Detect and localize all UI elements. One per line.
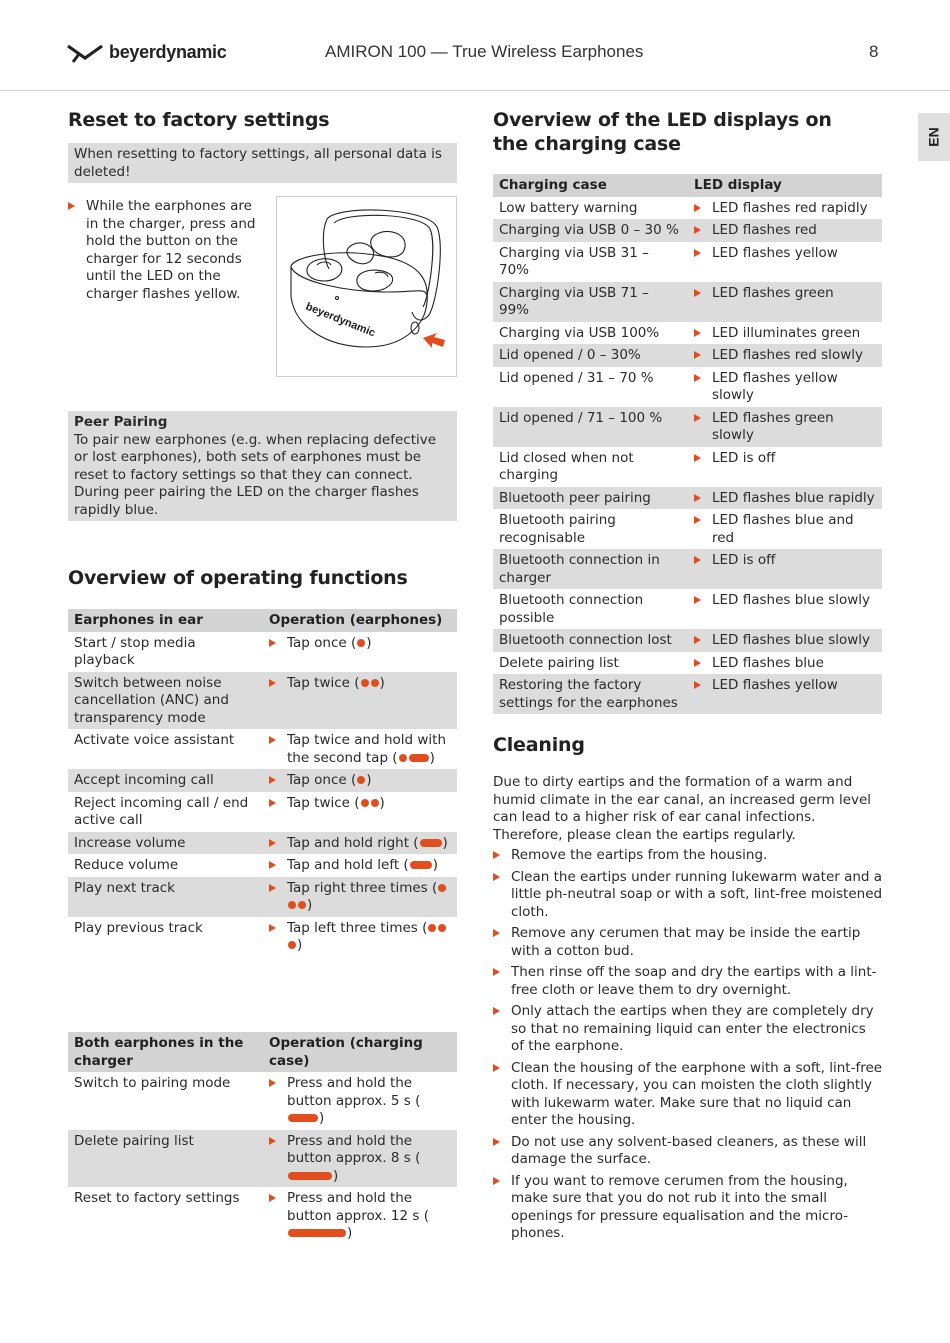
operation-item	[269, 880, 451, 915]
page-number: 8	[869, 42, 879, 61]
led-display-cell	[688, 509, 882, 549]
reset-heading: Reset to factory settings	[68, 109, 330, 131]
function-cell: Play previous track	[74, 919, 203, 936]
cleaning-step-text: Clean the housing of the earphone with a soft, lint-free cloth. If necessary, you can moisten the cloth slightly with lukewarm water. Make sure that no liquid can enter the housing.	[511, 1059, 883, 1128]
operation-cell	[263, 854, 457, 877]
page-header	[0, 0, 950, 91]
tap-dot-icon	[298, 901, 306, 909]
table-row	[493, 589, 882, 629]
led-state-cell: Bluetooth pairing recognisable	[499, 512, 616, 546]
bullet-arrow-icon	[269, 884, 276, 892]
led-display-cell	[688, 447, 882, 487]
led-display-text: LED flashes blue and red	[712, 512, 854, 546]
bullet-arrow-icon	[269, 799, 276, 807]
table-row	[68, 917, 457, 957]
led-display-cell	[688, 652, 882, 675]
operation-text: Tap left three times (	[287, 919, 428, 936]
led-display-item	[694, 200, 876, 218]
bullet-arrow-icon	[694, 454, 701, 462]
led-display-item	[694, 592, 876, 610]
table-row	[493, 549, 882, 589]
led-display-cell	[688, 344, 882, 367]
operation-close: )	[429, 749, 435, 766]
bullet-arrow-icon	[694, 681, 701, 689]
operation-cell	[263, 832, 457, 855]
charging-case-drawing	[277, 197, 456, 376]
peer-pairing-title: Peer Pairing	[74, 414, 168, 430]
operating-heading: Overview of operating functions	[68, 567, 408, 589]
bullet-arrow-icon	[493, 968, 500, 976]
bullet-arrow-icon	[269, 639, 276, 647]
operation-item	[269, 675, 451, 693]
cleaning-heading: Cleaning	[493, 734, 585, 756]
table-row	[493, 322, 882, 345]
list-item	[493, 1003, 883, 1056]
table-row	[68, 832, 457, 855]
tap-dot-icon	[288, 941, 296, 949]
cleaning-step-text: Remove any cerumen that may be inside the eartip with a cotton bud.	[511, 925, 861, 959]
function-cell: Reduce volume	[74, 857, 179, 873]
table-row	[68, 672, 457, 730]
reset-step	[68, 198, 264, 303]
led-display-text: LED flashes blue rapidly	[712, 489, 875, 506]
tap-dot-icon	[438, 924, 446, 932]
led-display-text: LED flashes blue	[712, 654, 824, 671]
bullet-arrow-icon	[493, 1007, 500, 1015]
function-cell: Start / stop media playback	[74, 634, 196, 668]
language-tab	[918, 113, 950, 161]
operation-cell	[263, 729, 457, 769]
bullet-arrow-icon	[694, 204, 701, 212]
bullet-arrow-icon	[694, 494, 701, 502]
led-display-cell	[688, 367, 882, 407]
operation-close: )	[297, 937, 303, 953]
hold-bar-icon	[288, 1172, 332, 1180]
cleaning-intro: Due to dirty eartips and the formation of a warm and humid climate in the ear canal, an increased germ level can lead to a higher risk of ear canal infections. Therefore, please clean the eartips regularly.	[493, 774, 872, 843]
led-state-cell: Lid opened / 71 – 100 %	[493, 407, 688, 447]
led-display-cell	[688, 282, 882, 322]
led-state-cell: Delete pairing list	[499, 654, 619, 671]
tap-dot-icon	[371, 679, 379, 687]
led-state-cell: Charging via USB 100%	[499, 324, 660, 341]
table-row	[493, 282, 882, 322]
bullet-arrow-icon	[694, 659, 701, 667]
table-row	[493, 197, 882, 220]
led-display-cell	[688, 407, 882, 447]
operation-text: Press and hold the button approx. 8 s (	[287, 1132, 421, 1166]
led-display-text: LED flashes yellow slowly	[712, 369, 838, 403]
table-row	[493, 509, 882, 549]
bullet-arrow-icon	[493, 1064, 500, 1072]
led-display-cell	[688, 322, 882, 345]
bullet-arrow-icon	[694, 374, 701, 382]
led-display-item	[694, 450, 876, 468]
table-header-cell: Operation (charging case)	[263, 1032, 457, 1072]
table-row	[68, 1072, 457, 1130]
reset-warning-box	[68, 143, 457, 183]
led-display-cell	[688, 219, 882, 242]
led-display-text: LED illuminates green	[712, 324, 861, 341]
hold-bar-icon	[288, 1229, 346, 1237]
reset-warning-text: When resetting to factory settings, all personal data is deleted!	[74, 146, 442, 180]
brand-name: beyerdynamic	[109, 42, 227, 62]
led-display-item	[694, 285, 876, 303]
table-header-row	[68, 1032, 457, 1072]
led-display-text: LED flashes green slowly	[712, 409, 834, 443]
bullet-arrow-icon	[694, 351, 701, 359]
table-row	[68, 877, 457, 917]
bullet-arrow-icon	[269, 924, 276, 932]
led-heading: Overview of the LED displays on the charging case	[493, 109, 832, 155]
led-display-item	[694, 410, 876, 445]
language-label: EN	[925, 127, 942, 147]
table-row	[493, 487, 882, 510]
led-display-text: LED flashes blue slowly	[712, 592, 871, 608]
led-state-cell: Lid opened / 0 – 30%	[493, 344, 688, 367]
hold-bar-icon	[420, 839, 442, 847]
led-display-item	[694, 512, 876, 547]
function-cell: Delete pairing list	[68, 1130, 263, 1188]
led-display-item	[694, 632, 876, 650]
led-display-text: LED flashes red rapidly	[712, 199, 868, 216]
table-row	[493, 447, 882, 487]
led-table	[493, 174, 882, 714]
led-state-cell: Lid closed when not charging	[499, 449, 634, 483]
operation-text: Tap twice (	[287, 674, 360, 691]
operation-close: )	[379, 674, 385, 691]
tap-dot-icon	[288, 901, 296, 909]
brand-logo	[67, 42, 226, 63]
peer-pairing-box	[68, 411, 457, 521]
table-row	[68, 632, 457, 672]
led-display-text: LED flashes red	[712, 222, 817, 238]
led-display-cell	[688, 487, 882, 510]
table-row	[493, 407, 882, 447]
function-cell: Switch to pairing mode	[74, 1075, 231, 1091]
operation-close: )	[379, 794, 385, 811]
table-row	[68, 792, 457, 832]
operation-item	[269, 920, 451, 955]
operation-close: )	[366, 772, 372, 788]
table-header-row	[68, 609, 457, 632]
tap-dot-icon	[438, 884, 446, 892]
table-row	[493, 367, 882, 407]
tap-dot-icon	[361, 799, 369, 807]
operation-close: )	[366, 634, 372, 651]
operation-close: )	[347, 1225, 353, 1241]
bullet-arrow-icon	[694, 226, 701, 234]
bullet-arrow-icon	[694, 556, 701, 564]
table-row	[68, 854, 457, 877]
led-state-cell: Bluetooth connection lost	[493, 629, 688, 652]
bullet-arrow-icon	[694, 289, 701, 297]
operation-text: Press and hold the button approx. 5 s (	[287, 1075, 421, 1109]
operating-table-charger	[68, 1032, 457, 1245]
led-display-item	[694, 490, 876, 508]
operation-item	[269, 772, 451, 790]
bullet-arrow-icon	[694, 329, 701, 337]
bullet-arrow-icon	[694, 249, 701, 257]
led-display-cell	[688, 674, 882, 714]
function-cell: Activate voice assistant	[74, 732, 235, 748]
tap-dot-icon	[428, 924, 436, 932]
table-row	[493, 652, 882, 675]
operation-text: Tap and hold right (	[287, 834, 419, 851]
bullet-arrow-icon	[269, 736, 276, 744]
table-row	[493, 674, 882, 714]
operation-cell	[263, 672, 457, 730]
button-pointer-arrow-icon	[423, 333, 445, 348]
table-header-cell: Operation (earphones)	[263, 609, 457, 632]
table-row	[68, 1187, 457, 1245]
operation-text: Tap twice (	[287, 794, 360, 811]
led-state-cell: Charging via USB 31 – 70%	[499, 244, 649, 278]
led-state-cell: Lid opened / 31 – 70 %	[499, 369, 654, 386]
bullet-arrow-icon	[694, 596, 701, 604]
led-display-item	[694, 655, 876, 673]
bullet-arrow-icon	[493, 873, 500, 881]
table-header-cell: Both earphones in the charger	[68, 1032, 263, 1072]
bullet-arrow-icon	[269, 1079, 276, 1087]
led-display-cell	[688, 197, 882, 220]
operation-item	[269, 857, 451, 875]
operation-cell	[263, 877, 457, 917]
led-display-item	[694, 325, 876, 343]
function-cell: Reset to factory settings	[74, 1190, 240, 1206]
function-cell: Reject incoming call / end active call	[74, 794, 249, 828]
led-state-cell: Bluetooth connection in charger	[493, 549, 688, 589]
operation-close: )	[432, 857, 438, 873]
operation-text: Press and hold the button approx. 12 s (	[287, 1190, 429, 1224]
operation-text: Tap right three times (	[287, 879, 438, 896]
tap-dot-icon	[357, 776, 365, 784]
tap-dot-icon	[357, 639, 365, 647]
operation-cell	[263, 1072, 457, 1130]
function-cell: Play next track	[68, 877, 263, 917]
led-display-cell	[688, 549, 882, 589]
list-item	[493, 1173, 883, 1243]
table-row	[68, 729, 457, 769]
table-header-cell: Earphones in ear	[68, 609, 263, 632]
list-item	[493, 847, 883, 865]
function-cell: Increase volume	[68, 832, 263, 855]
bullet-arrow-icon	[694, 636, 701, 644]
led-display-item	[694, 370, 876, 405]
operation-text: Tap once (	[287, 634, 357, 651]
led-display-item	[694, 245, 876, 263]
table-header-row	[493, 174, 882, 197]
bullet-arrow-icon	[68, 202, 75, 210]
table-row	[493, 242, 882, 282]
led-display-text: LED flashes yellow	[712, 677, 838, 693]
led-display-text: LED flashes yellow	[712, 244, 838, 261]
led-display-cell	[688, 589, 882, 629]
operating-table-earphones	[68, 609, 457, 957]
cleaning-steps-list	[493, 847, 883, 1247]
bullet-arrow-icon	[269, 679, 276, 687]
bullet-arrow-icon	[493, 851, 500, 859]
operation-close: )	[442, 834, 448, 851]
led-state-cell: Low battery warning	[499, 199, 638, 216]
table-row	[493, 344, 882, 367]
reset-step-text: While the earphones are in the charger, press and hold the button on the charger for 12 seconds until the LED on the charger flashes yellow.	[86, 198, 256, 302]
cleaning-step-text: Clean the eartips under running lukewarm water and a little ph-neutral soap or with a soft, lint-free moistened cloth.	[511, 868, 883, 920]
operation-close: )	[319, 1110, 325, 1126]
function-cell: Accept incoming call	[68, 769, 263, 792]
bullet-arrow-icon	[269, 861, 276, 869]
operation-text: Tap twice and hold with the second tap (	[287, 732, 447, 766]
cleaning-step-text: Remove the eartips from the housing.	[511, 847, 768, 863]
bullet-arrow-icon	[694, 414, 701, 422]
led-display-text: LED flashes blue slowly	[712, 632, 871, 648]
led-display-item	[694, 677, 876, 695]
hold-bar-icon	[409, 754, 429, 762]
tap-dot-icon	[371, 799, 379, 807]
operation-item	[269, 1133, 451, 1186]
case-logo-text: beyerdynamic	[303, 300, 377, 340]
led-state-cell: Bluetooth connection possible	[499, 592, 644, 626]
list-item	[493, 964, 883, 999]
operation-item	[269, 732, 451, 767]
operation-cell	[263, 769, 457, 792]
operation-cell	[263, 917, 457, 957]
hold-bar-icon	[288, 1114, 318, 1122]
led-display-item	[694, 222, 876, 240]
operation-cell	[263, 792, 457, 832]
cleaning-step-text: Only attach the eartips when they are completely dry so that no remaining liquid can enter the electronics of the earphone.	[511, 1003, 874, 1054]
table-header-cell: Charging case	[493, 174, 688, 197]
operation-item	[269, 835, 451, 853]
operation-cell	[263, 632, 457, 672]
list-item	[493, 869, 883, 922]
operation-close: )	[333, 1167, 339, 1184]
led-display-cell	[688, 629, 882, 652]
list-item	[493, 925, 883, 960]
brand-logo-icon	[67, 43, 103, 63]
led-display-cell	[688, 242, 882, 282]
hold-bar-icon	[410, 861, 432, 869]
bullet-arrow-icon	[493, 1138, 500, 1146]
tap-dot-icon	[361, 679, 369, 687]
led-display-item	[694, 552, 876, 570]
led-display-text: LED flashes red slowly	[712, 347, 863, 363]
table-row	[493, 219, 882, 242]
charging-case-illustration	[276, 196, 457, 377]
led-state-cell: Charging via USB 71 – 99%	[493, 282, 688, 322]
operation-item	[269, 1190, 451, 1243]
cleaning-step-text: If you want to remove cerumen from the housing, make sure that you do not rub it into the small openings for pressure equalisation and the micro-phones.	[511, 1172, 849, 1241]
function-cell: Switch between noise cancellation (ANC) and transparency mode	[68, 672, 263, 730]
bullet-arrow-icon	[269, 776, 276, 784]
bullet-arrow-icon	[269, 1137, 276, 1145]
operation-cell	[263, 1187, 457, 1245]
operation-text: Tap and hold left (	[287, 857, 409, 873]
led-state-cell: Restoring the factory settings for the earphones	[493, 674, 688, 714]
list-item	[493, 1060, 883, 1130]
operation-item	[269, 1075, 451, 1128]
table-header-cell: LED display	[688, 174, 882, 197]
bullet-arrow-icon	[269, 1194, 276, 1202]
operation-text: Tap once (	[287, 772, 357, 788]
peer-pairing-text: To pair new earphones (e.g. when replacing defective or lost earphones), both sets of earphones must be reset to factory settings so that they can connect. During peer pairing the LED on the charger flashes rapidly blue.	[74, 431, 437, 518]
table-row	[68, 1130, 457, 1188]
document-title: AMIRON 100 — True Wireless Earphones	[325, 42, 644, 61]
table-row	[68, 769, 457, 792]
led-display-text: LED is off	[712, 449, 776, 466]
led-display-text: LED is off	[712, 552, 776, 568]
operation-close: )	[307, 897, 313, 913]
bullet-arrow-icon	[493, 1177, 500, 1185]
led-display-text: LED flashes green	[712, 284, 834, 301]
operation-item	[269, 635, 451, 653]
operation-cell	[263, 1130, 457, 1188]
cleaning-step-text: Then rinse off the soap and dry the eartips with a lint-free cloth or leave them to dry overnight.	[511, 964, 877, 998]
bullet-arrow-icon	[493, 929, 500, 937]
operation-item	[269, 795, 451, 813]
cleaning-step-text: Do not use any solvent-based cleaners, as these will damage the surface.	[511, 1133, 867, 1167]
bullet-arrow-icon	[694, 516, 701, 524]
led-state-cell: Bluetooth peer pairing	[493, 487, 688, 510]
bullet-arrow-icon	[269, 839, 276, 847]
tap-dot-icon	[399, 754, 407, 762]
list-item	[493, 1134, 883, 1169]
table-row	[493, 629, 882, 652]
led-state-cell: Charging via USB 0 – 30 %	[493, 219, 688, 242]
led-display-item	[694, 347, 876, 365]
